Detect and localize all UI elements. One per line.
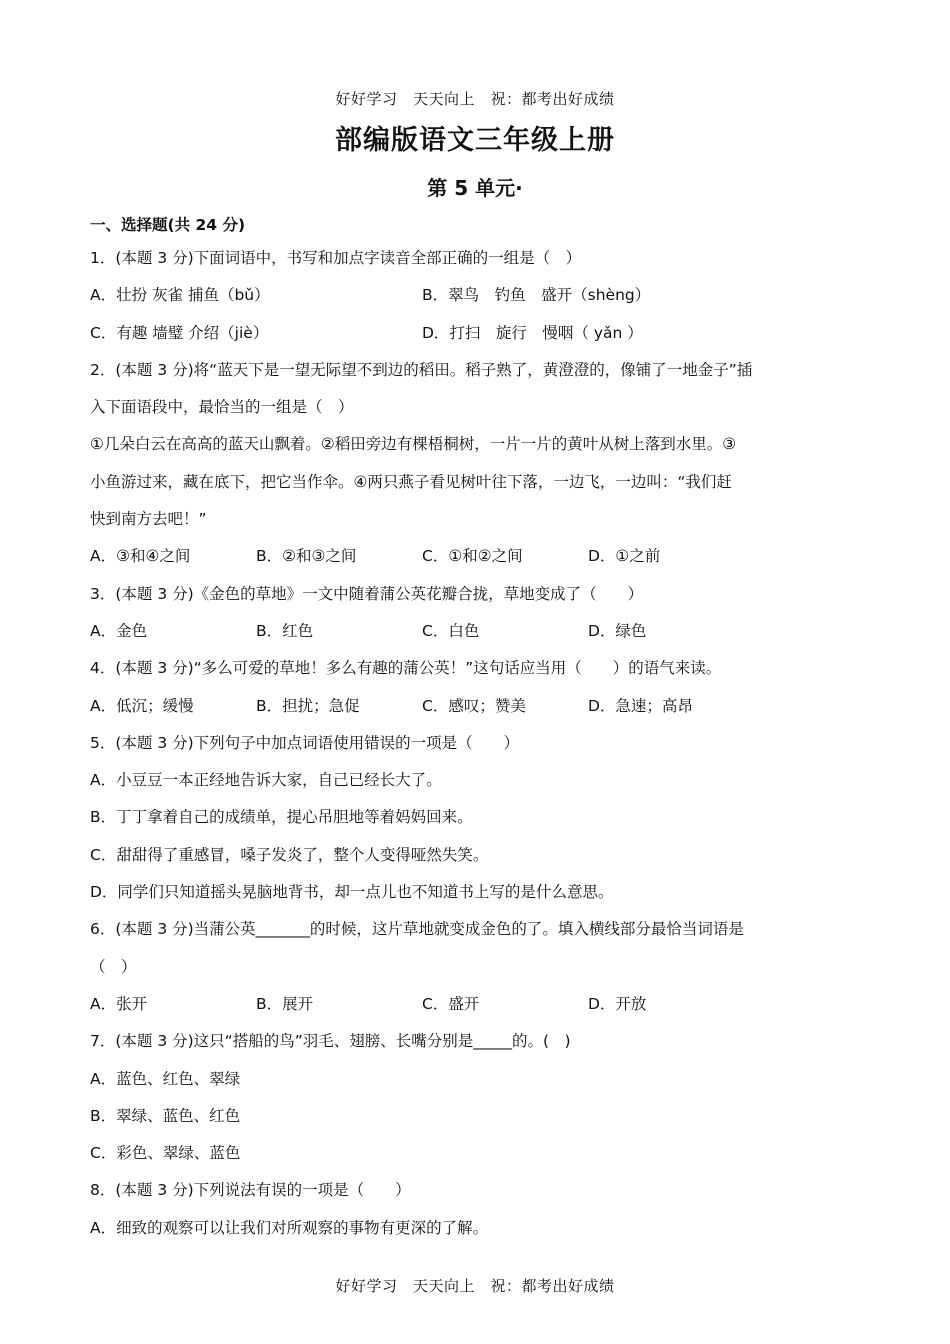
header-slogan: 好好学习 天天向上 祝：都考出好成绩 bbox=[335, 90, 615, 108]
question-2-stem-line-4: 小鱼游过来，藏在底下，把它当作伞。④两只燕子看见树叶往下落，一边飞，一边叫：“我们赶 bbox=[90, 472, 732, 491]
question-3-option-b: B．红色 bbox=[256, 621, 314, 640]
question-1-options-row-2 bbox=[90, 315, 800, 352]
question-4-option-d: D．急速；高昂 bbox=[588, 696, 693, 715]
question-4-option-b: B．担扰；急促 bbox=[256, 696, 360, 715]
question-4-options bbox=[90, 688, 800, 725]
question-6-stem-line-2: （ ） bbox=[90, 957, 137, 976]
question-6-option-a: A．张开 bbox=[90, 994, 148, 1013]
question-5-stem: 5．(本题 3 分)下列句子中加点词语使用错误的一项是（ ） bbox=[90, 733, 520, 752]
question-7-option-c: C．彩色、翠绿、蓝色 bbox=[90, 1144, 241, 1163]
question-2-stem-line-5: 快到南方去吧！” bbox=[90, 510, 207, 529]
question-5-option-b: B．丁丁拿着自己的成绩单，提心吊胆地等着妈妈回来。 bbox=[90, 808, 473, 827]
question-8-stem: 8．(本题 3 分)下列说法有误的一项是（ ） bbox=[90, 1181, 411, 1200]
question-2-options bbox=[90, 538, 800, 575]
question-7-option-a: A．蓝色、红色、翠绿 bbox=[90, 1069, 241, 1088]
section-heading: 一、选择题(共 24 分) bbox=[90, 216, 246, 234]
question-3-option-d: D．绿色 bbox=[588, 621, 647, 640]
question-6-option-c: C．盛开 bbox=[422, 994, 480, 1013]
question-1-stem: 1．(本题 3 分)下面词语中，书写和加点字读音全部正确的一组是（ ） bbox=[90, 249, 582, 267]
question-5-option-c: C．甜甜得了重感冒，嗓子发炎了，整个人变得哑然失笑。 bbox=[90, 845, 489, 864]
question-2-stem-line-1: 2．(本题 3 分)将“蓝天下是一望无际望不到边的稻田。稻子熟了，黄澄澄的，像铺了一地金子”插 bbox=[90, 360, 753, 379]
page-title: 部编版语文三年级上册 bbox=[335, 125, 615, 156]
question-6-option-d: D．开放 bbox=[588, 994, 647, 1013]
question-6-stem-line-1: 6．(本题 3 分)当蒲公英_______的时候，这片草地就变成金色的了。填入横线部分最恰当词语是 bbox=[90, 920, 744, 939]
question-2-option-b: B．②和③之间 bbox=[256, 547, 357, 566]
question-8-option-a: A．细致的观察可以让我们对所观察的事物有更深的了解。 bbox=[90, 1218, 489, 1237]
question-2-option-c: C．①和②之间 bbox=[422, 547, 523, 566]
question-list bbox=[90, 212, 800, 1247]
question-7-stem: 7．(本题 3 分)这只“搭船的鸟”羽毛、翅膀、长嘴分别是_____的。( ) bbox=[90, 1032, 571, 1051]
question-3-options bbox=[90, 613, 800, 650]
question-2-stem-line-2: 入下面语段中，最恰当的一组是（ ） bbox=[90, 398, 354, 417]
unit-subtitle: 第 5 单元· bbox=[427, 176, 523, 200]
question-1-option-b: B．翠鸟 钓鱼 盛开（shèng） bbox=[422, 286, 651, 305]
question-4-option-a: A．低沉；缓慢 bbox=[90, 696, 194, 715]
question-4-stem: 4．(本题 3 分)“多么可爱的草地！多么有趣的蒲公英！”这句话应当用（ ）的语气来读。 bbox=[90, 659, 722, 678]
question-2-option-d: D．①之前 bbox=[588, 547, 661, 566]
question-3-option-a: A．金色 bbox=[90, 621, 148, 640]
question-6-options bbox=[90, 986, 800, 1023]
question-1-option-d: D．打扫 旋行 慢咽（ yǎn ） bbox=[422, 323, 643, 342]
question-7-option-b: B．翠绿、蓝色、红色 bbox=[90, 1106, 241, 1125]
question-2-option-a: A．③和④之间 bbox=[90, 547, 191, 566]
footer-slogan: 好好学习 天天向上 祝：都考出好成绩 bbox=[335, 1277, 615, 1295]
question-3-option-c: C．白色 bbox=[422, 621, 480, 640]
question-5-option-d: D．同学们只知道摇头晃脑地背书，却一点儿也不知道书上写的是什么意思。 bbox=[90, 883, 614, 902]
question-6-option-b: B．展开 bbox=[256, 994, 314, 1013]
question-1-option-c: C．有趣 墙璧 介绍（jiè） bbox=[90, 323, 269, 342]
question-5-option-a: A．小豆豆一本正经地告诉大家，自己已经长大了。 bbox=[90, 771, 442, 790]
question-1-options-row-1 bbox=[90, 277, 800, 314]
question-2-stem-line-3: ①几朵白云在高高的蓝天山飘着。②稻田旁边有棵梧桐树，一片一片的黄叶从树上落到水里。③ bbox=[90, 435, 737, 454]
question-4-option-c: C．感叹；赞美 bbox=[422, 696, 526, 715]
question-3-stem: 3．(本题 3 分)《金色的草地》一文中随着蒲公英花瓣合拢，草地变成了（ ） bbox=[90, 584, 644, 603]
question-1-option-a: A．壮扮 灰雀 捕鱼（bǔ） bbox=[90, 286, 270, 305]
